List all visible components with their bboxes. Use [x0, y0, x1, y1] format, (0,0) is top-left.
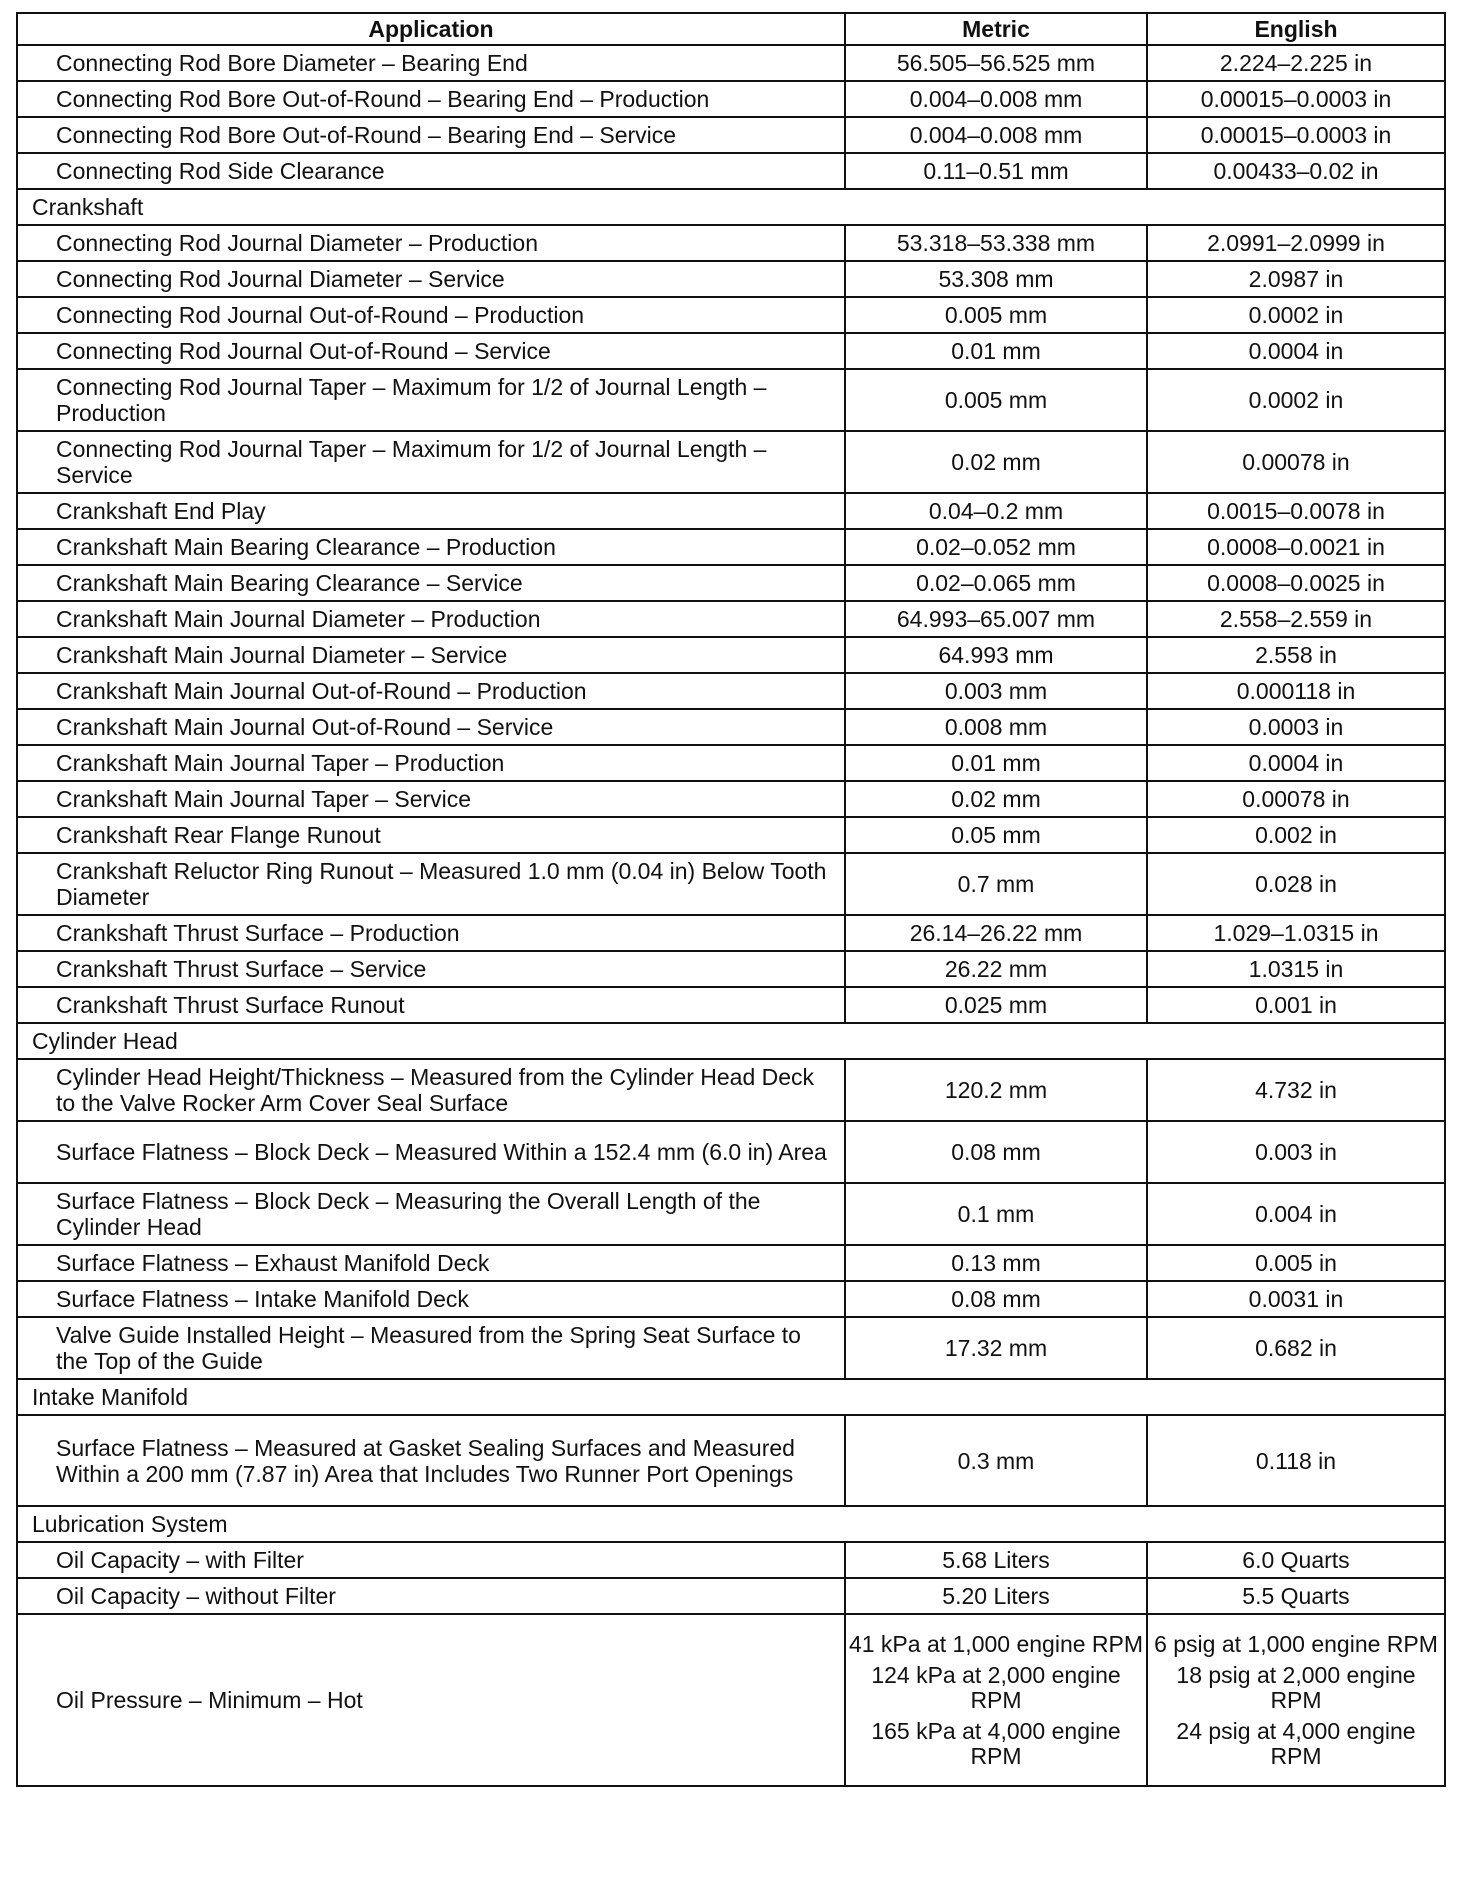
table-row: [17, 781, 1445, 817]
table-row: [17, 987, 1445, 1023]
application-cell: Crankshaft End Play: [17, 493, 845, 529]
metric-value-list: [846, 1629, 1146, 1772]
english-cell: 0.0003 in: [1147, 709, 1445, 745]
english-cell: 2.558 in: [1147, 637, 1445, 673]
application-cell: Crankshaft Thrust Surface Runout: [17, 987, 845, 1023]
spec-page: [16, 12, 1444, 1787]
table-row: [17, 1542, 1445, 1578]
header-metric: Metric: [845, 13, 1147, 45]
application-cell: Oil Pressure – Minimum – Hot: [17, 1614, 845, 1786]
application-cell: Crankshaft Main Bearing Clearance – Service: [17, 565, 845, 601]
application-cell: Oil Capacity – with Filter: [17, 1542, 845, 1578]
metric-cell: 0.02–0.065 mm: [845, 565, 1147, 601]
application-cell: Surface Flatness – Block Deck – Measuring the Overall Length of the Cylinder Head: [17, 1183, 845, 1245]
header-application: Application: [17, 13, 845, 45]
metric-cell: [845, 1614, 1147, 1786]
section-row: [17, 1379, 1445, 1415]
metric-cell: 26.14–26.22 mm: [845, 915, 1147, 951]
application-cell: Connecting Rod Bore Out-of-Round – Bearing End – Production: [17, 81, 845, 117]
application-cell: Crankshaft Main Journal Out-of-Round – Service: [17, 709, 845, 745]
metric-cell: 0.005 mm: [845, 369, 1147, 431]
metric-cell: 56.505–56.525 mm: [845, 45, 1147, 81]
application-cell: Connecting Rod Journal Diameter – Service: [17, 261, 845, 297]
table-row: [17, 297, 1445, 333]
english-cell: 0.001 in: [1147, 987, 1445, 1023]
table-row: [17, 529, 1445, 565]
header-english: English: [1147, 13, 1445, 45]
application-cell: Connecting Rod Journal Diameter – Production: [17, 225, 845, 261]
metric-cell: 0.003 mm: [845, 673, 1147, 709]
metric-cell: 0.05 mm: [845, 817, 1147, 853]
table-row: [17, 45, 1445, 81]
application-cell: Valve Guide Installed Height – Measured from the Spring Seat Surface to the Top of the Guide: [17, 1317, 845, 1379]
english-value-entry: 18 psig at 2,000 engine RPM: [1176, 1661, 1416, 1713]
table-row: [17, 431, 1445, 493]
metric-cell: 0.025 mm: [845, 987, 1147, 1023]
metric-cell: 0.08 mm: [845, 1121, 1147, 1183]
table-row: [17, 637, 1445, 673]
application-cell: Connecting Rod Bore Out-of-Round – Bearing End – Service: [17, 117, 845, 153]
english-cell: 0.0002 in: [1147, 369, 1445, 431]
metric-cell: 0.7 mm: [845, 853, 1147, 915]
table-row: [17, 493, 1445, 529]
metric-cell: 0.01 mm: [845, 333, 1147, 369]
application-cell: Connecting Rod Journal Out-of-Round – Production: [17, 297, 845, 333]
metric-cell: 0.11–0.51 mm: [845, 153, 1147, 189]
metric-cell: 0.13 mm: [845, 1245, 1147, 1281]
application-cell: Surface Flatness – Exhaust Manifold Deck: [17, 1245, 845, 1281]
section-title: Cylinder Head: [17, 1023, 1445, 1059]
metric-cell: 5.68 Liters: [845, 1542, 1147, 1578]
english-cell: 0.00078 in: [1147, 781, 1445, 817]
table-header-row: [17, 13, 1445, 45]
table-row: [17, 333, 1445, 369]
english-cell: 0.002 in: [1147, 817, 1445, 853]
english-cell: 0.118 in: [1147, 1415, 1445, 1506]
section-title: Lubrication System: [17, 1506, 1445, 1542]
application-cell: Oil Capacity – without Filter: [17, 1578, 845, 1614]
application-cell: Crankshaft Reluctor Ring Runout – Measured 1.0 mm (0.04 in) Below Tooth Diameter: [17, 853, 845, 915]
application-cell: Cylinder Head Height/Thickness – Measured from the Cylinder Head Deck to the Valve Rocker Arm Cover Seal Surface: [17, 1059, 845, 1121]
english-cell: 4.732 in: [1147, 1059, 1445, 1121]
english-cell: 0.00078 in: [1147, 431, 1445, 493]
english-cell: 0.0015–0.0078 in: [1147, 493, 1445, 529]
table-row: [17, 745, 1445, 781]
application-cell: Connecting Rod Journal Taper – Maximum for 1/2 of Journal Length – Production: [17, 369, 845, 431]
table-row: [17, 601, 1445, 637]
metric-cell: 5.20 Liters: [845, 1578, 1147, 1614]
section-row: [17, 189, 1445, 225]
metric-cell: 0.3 mm: [845, 1415, 1147, 1506]
application-cell: Crankshaft Rear Flange Runout: [17, 817, 845, 853]
application-cell: Connecting Rod Side Clearance: [17, 153, 845, 189]
table-body: [17, 45, 1445, 1786]
section-row: [17, 1023, 1445, 1059]
table-row: [17, 673, 1445, 709]
table-row: [17, 1317, 1445, 1379]
english-cell: 1.0315 in: [1147, 951, 1445, 987]
table-row: [17, 1578, 1445, 1614]
metric-cell: 0.01 mm: [845, 745, 1147, 781]
english-cell: 0.028 in: [1147, 853, 1445, 915]
metric-value-entry: 165 kPa at 4,000 engine RPM: [871, 1717, 1121, 1769]
metric-cell: 0.02 mm: [845, 431, 1147, 493]
table-row: [17, 153, 1445, 189]
table-row: [17, 1281, 1445, 1317]
table-row: [17, 1059, 1445, 1121]
english-cell: 2.0991–2.0999 in: [1147, 225, 1445, 261]
english-cell: 0.0004 in: [1147, 333, 1445, 369]
english-cell: 0.00015–0.0003 in: [1147, 81, 1445, 117]
english-cell: [1147, 1614, 1445, 1786]
table-row: [17, 81, 1445, 117]
table-row: [17, 1121, 1445, 1183]
metric-cell: 0.02–0.052 mm: [845, 529, 1147, 565]
application-cell: Crankshaft Main Journal Diameter – Service: [17, 637, 845, 673]
table-row-oil-pressure: [17, 1614, 1445, 1786]
english-cell: 0.0004 in: [1147, 745, 1445, 781]
metric-cell: 53.308 mm: [845, 261, 1147, 297]
application-cell: Crankshaft Thrust Surface – Service: [17, 951, 845, 987]
metric-cell: 0.004–0.008 mm: [845, 117, 1147, 153]
english-cell: 0.0008–0.0025 in: [1147, 565, 1445, 601]
english-cell: 1.029–1.0315 in: [1147, 915, 1445, 951]
metric-cell: 0.1 mm: [845, 1183, 1147, 1245]
metric-cell: 120.2 mm: [845, 1059, 1147, 1121]
application-cell: Connecting Rod Journal Taper – Maximum for 1/2 of Journal Length – Service: [17, 431, 845, 493]
application-cell: Crankshaft Main Journal Taper – Service: [17, 781, 845, 817]
english-cell: 6.0 Quarts: [1147, 1542, 1445, 1578]
application-cell: Crankshaft Main Bearing Clearance – Production: [17, 529, 845, 565]
english-cell: 0.682 in: [1147, 1317, 1445, 1379]
application-cell: Connecting Rod Bore Diameter – Bearing End: [17, 45, 845, 81]
metric-cell: 26.22 mm: [845, 951, 1147, 987]
english-cell: 0.00433–0.02 in: [1147, 153, 1445, 189]
english-value-entry: 24 psig at 4,000 engine RPM: [1176, 1717, 1416, 1769]
application-cell: Connecting Rod Journal Out-of-Round – Service: [17, 333, 845, 369]
section-row: [17, 1506, 1445, 1542]
english-cell: 0.004 in: [1147, 1183, 1445, 1245]
table-row: [17, 915, 1445, 951]
english-value-list: [1148, 1629, 1444, 1772]
table-row: [17, 369, 1445, 431]
table-row: [17, 853, 1445, 915]
english-cell: 0.005 in: [1147, 1245, 1445, 1281]
table-row: [17, 709, 1445, 745]
metric-cell: 0.02 mm: [845, 781, 1147, 817]
metric-cell: 17.32 mm: [845, 1317, 1147, 1379]
english-cell: 0.000118 in: [1147, 673, 1445, 709]
english-cell: 5.5 Quarts: [1147, 1578, 1445, 1614]
metric-cell: 64.993 mm: [845, 637, 1147, 673]
table-row: [17, 1415, 1445, 1506]
application-cell: Crankshaft Thrust Surface – Production: [17, 915, 845, 951]
specification-table: [16, 12, 1446, 1787]
application-cell: Crankshaft Main Journal Diameter – Production: [17, 601, 845, 637]
english-cell: 0.003 in: [1147, 1121, 1445, 1183]
table-row: [17, 117, 1445, 153]
table-row: [17, 565, 1445, 601]
english-cell: 0.0031 in: [1147, 1281, 1445, 1317]
application-cell: Crankshaft Main Journal Taper – Production: [17, 745, 845, 781]
table-row: [17, 951, 1445, 987]
application-cell: Surface Flatness – Measured at Gasket Sealing Surfaces and Measured Within a 200 mm (7.87 in) Area that Includes Two Runner Port Openings: [17, 1415, 845, 1506]
section-title: Intake Manifold: [17, 1379, 1445, 1415]
english-cell: 2.558–2.559 in: [1147, 601, 1445, 637]
english-cell: 0.00015–0.0003 in: [1147, 117, 1445, 153]
section-title: Crankshaft: [17, 189, 1445, 225]
metric-cell: 0.008 mm: [845, 709, 1147, 745]
english-cell: 2.0987 in: [1147, 261, 1445, 297]
metric-cell: 64.993–65.007 mm: [845, 601, 1147, 637]
metric-cell: 0.04–0.2 mm: [845, 493, 1147, 529]
english-value-entry: 6 psig at 1,000 engine RPM: [1154, 1630, 1438, 1657]
english-cell: 0.0002 in: [1147, 297, 1445, 333]
table-row: [17, 1183, 1445, 1245]
application-cell: Surface Flatness – Intake Manifold Deck: [17, 1281, 845, 1317]
application-cell: Crankshaft Main Journal Out-of-Round – Production: [17, 673, 845, 709]
english-cell: 2.224–2.225 in: [1147, 45, 1445, 81]
table-row: [17, 261, 1445, 297]
metric-value-entry: 124 kPa at 2,000 engine RPM: [871, 1661, 1121, 1713]
metric-cell: 0.004–0.008 mm: [845, 81, 1147, 117]
metric-cell: 0.08 mm: [845, 1281, 1147, 1317]
metric-cell: 0.005 mm: [845, 297, 1147, 333]
table-row: [17, 225, 1445, 261]
english-cell: 0.0008–0.0021 in: [1147, 529, 1445, 565]
application-cell: Surface Flatness – Block Deck – Measured Within a 152.4 mm (6.0 in) Area: [17, 1121, 845, 1183]
table-row: [17, 1245, 1445, 1281]
table-row: [17, 817, 1445, 853]
metric-cell: 53.318–53.338 mm: [845, 225, 1147, 261]
metric-value-entry: 41 kPa at 1,000 engine RPM: [848, 1630, 1144, 1657]
